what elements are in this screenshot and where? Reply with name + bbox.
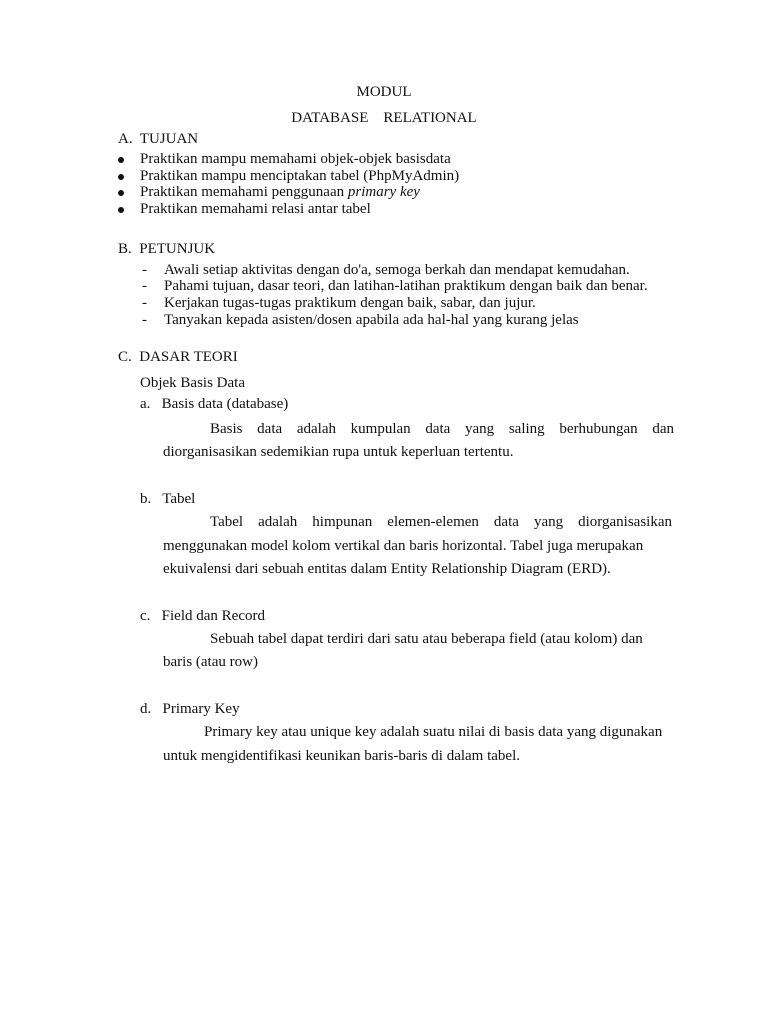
paragraph-line: Basis data adalah kumpulan data yang saling berhubungan dan — [210, 421, 674, 437]
subsection-label: d. Primary Key — [140, 701, 240, 717]
subsection-label: c. Field dan Record — [140, 608, 265, 624]
section-c-intro: Objek Basis Data — [140, 375, 245, 391]
bullet-icon — [118, 174, 124, 180]
section-b-heading: B. PETUNJUK — [118, 241, 216, 257]
dash-marker: - — [142, 295, 147, 311]
paragraph-line: untuk mengidentifikasi keunikan baris-baris di dalam tabel. — [163, 748, 520, 764]
paragraph-line: diorganisasikan sedemikian rupa untuk keperluan tertentu. — [163, 444, 514, 460]
list-item: Praktikan memahami relasi antar tabel — [140, 201, 371, 217]
paragraph-line: menggunakan model kolom vertikal dan baris horizontal. Tabel juga merupakan — [163, 538, 644, 554]
list-item: Praktikan mampu memahami objek-objek basisdata — [140, 151, 451, 167]
subsection-label: b. Tabel — [140, 491, 196, 507]
document-title: MODUL — [356, 84, 412, 100]
paragraph-line: Tabel adalah himpunan elemen-elemen data yang diorganisasikan — [210, 514, 672, 530]
list-item-text: Praktikan memahami penggunaan — [140, 184, 348, 200]
list-item: Awali setiap aktivitas dengan do'a, semoga berkah dan mendapat kemudahan. — [164, 262, 630, 278]
dash-marker: - — [142, 312, 147, 328]
list-item: Tanyakan kepada asisten/dosen apabila ada hal-hal yang kurang jelas — [164, 312, 579, 328]
bullet-icon — [118, 207, 124, 213]
list-item: Praktikan mampu menciptakan tabel (PhpMyAdmin) — [140, 168, 460, 184]
paragraph-line: Sebuah tabel dapat terdiri dari satu atau beberapa field (atau kolom) dan — [210, 631, 643, 647]
dash-marker: - — [142, 262, 147, 278]
paragraph-line: ekuivalensi dari sebuah entitas dalam Entity Relationship Diagram (ERD). — [163, 561, 611, 577]
section-a-heading: A. TUJUAN — [118, 131, 199, 147]
list-item — [140, 184, 420, 201]
section-c-heading: C. DASAR TEORI — [118, 349, 238, 365]
subsection-label: a. Basis data (database) — [140, 396, 289, 412]
primary-key-italic: primary key — [347, 184, 420, 200]
bullet-icon — [118, 157, 124, 163]
paragraph-line: Primary key atau unique key adalah suatu nilai di basis data yang digunakan — [204, 724, 663, 740]
dash-marker: - — [142, 278, 147, 294]
list-item: Kerjakan tugas-tugas praktikum dengan baik, sabar, dan jujur. — [164, 295, 536, 311]
bullet-icon — [118, 190, 124, 196]
document-subtitle: DATABASE RELATIONAL — [291, 110, 477, 126]
paragraph-line: baris (atau row) — [163, 654, 258, 670]
list-item: Pahami tujuan, dasar teori, dan latihan-latihan praktikum dengan baik dan benar. — [164, 278, 648, 294]
